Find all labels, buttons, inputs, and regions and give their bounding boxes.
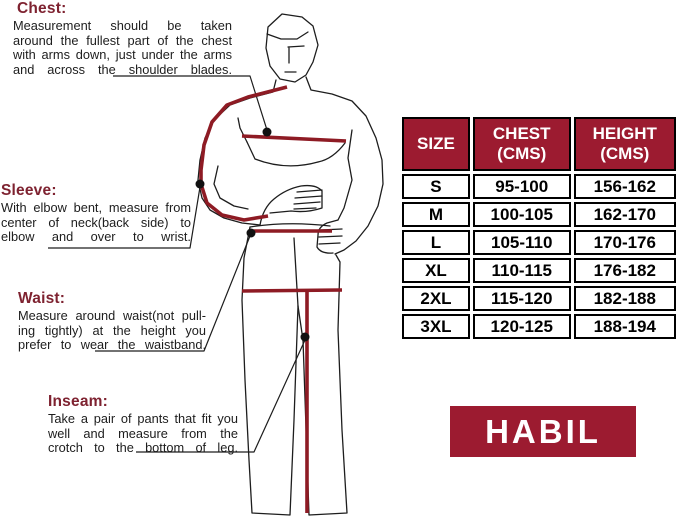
chest-cell: 120-125	[473, 314, 571, 339]
chest-cell: 100-105	[473, 202, 571, 227]
waist-heading: Waist:	[18, 290, 66, 307]
waist-text-line: ing tightly) at the height you	[18, 322, 206, 338]
table-row	[402, 286, 676, 311]
chest-cell: 95-100	[473, 174, 571, 199]
hip-measure-line	[242, 290, 342, 291]
chest-cell: 110-115	[473, 258, 571, 283]
header-chest-sub: (CMS)	[497, 144, 547, 163]
waist-instruction-block	[18, 291, 206, 353]
size-cell: M	[402, 202, 470, 227]
height-cell: 156-162	[574, 174, 676, 199]
size-cell: L	[402, 230, 470, 255]
header-size-label: SIZE	[417, 134, 455, 153]
size-cell: S	[402, 174, 470, 199]
chest-instruction-block	[13, 1, 232, 77]
inseam-text-line: Take a pair of pants that fit you	[48, 411, 238, 426]
elbow-point-dot	[196, 180, 205, 189]
chest-heading: Chest:	[17, 0, 67, 17]
size-chart-table	[399, 114, 679, 342]
sleeve-text-line: center of neck(back side) to	[1, 214, 191, 230]
chest-text-line: Measurement should be taken	[13, 18, 232, 33]
left-forearm-inner	[214, 166, 248, 209]
waist-text-line: prefer to wear the waistband.	[18, 337, 206, 353]
table-row	[402, 258, 676, 283]
table-row	[402, 230, 676, 255]
header-height-label: HEIGHT	[592, 124, 657, 143]
height-cell: 162-170	[574, 202, 676, 227]
column-header-chest	[473, 117, 571, 171]
chest-text-line: and across the shoulder blades.	[13, 61, 232, 77]
sleeve-measure-line	[201, 87, 287, 220]
waist-text-line: Measure around waist(not pull-	[18, 308, 206, 323]
left-hand-outline	[260, 186, 322, 225]
sleeve-text-line: With elbow bent, measure from	[1, 200, 191, 215]
right-arm-outline	[306, 77, 383, 254]
sleeve-instruction-block	[1, 183, 191, 245]
left-hand-fingers	[294, 190, 322, 209]
chest-cell: 115-120	[473, 286, 571, 311]
column-header-size	[402, 117, 470, 171]
header-chest-label: CHEST	[492, 124, 551, 143]
table-row	[402, 202, 676, 227]
height-cell: 188-194	[574, 314, 676, 339]
height-cell: 176-182	[574, 258, 676, 283]
inseam-text-line: crotch to the bottom of leg.	[48, 440, 238, 456]
left-armpit-line	[238, 118, 247, 142]
table-header-row	[402, 117, 676, 171]
height-cell: 170-176	[574, 230, 676, 255]
chest-measure-line	[242, 136, 346, 141]
chest-text-line: around the fullest part of the chest	[13, 32, 232, 48]
inseam-heading: Inseam:	[48, 393, 108, 410]
waist-point-dot	[247, 229, 256, 238]
pants-waistband	[250, 224, 330, 227]
chest-point-dot	[263, 128, 272, 137]
sleeve-heading: Sleeve:	[1, 182, 57, 199]
left-leg-outline	[242, 227, 298, 515]
size-cell: XL	[402, 258, 470, 283]
brand-logo	[450, 406, 636, 457]
size-cell: 3XL	[402, 314, 470, 339]
brand-logo-text: HABIL	[485, 412, 601, 450]
header-height-sub: (CMS)	[600, 144, 650, 163]
size-cell: 2XL	[402, 286, 470, 311]
inseam-point-dot	[301, 333, 310, 342]
chest-muscle-line	[247, 142, 318, 166]
right-armpit-curve	[318, 143, 345, 162]
chest-text-line: with arms down, just under the arms	[13, 47, 232, 63]
table-row	[402, 314, 676, 339]
inseam-text-line: well and measure from the	[48, 425, 238, 441]
hairline	[267, 32, 308, 39]
column-header-height	[574, 117, 676, 171]
measurement-dots	[196, 128, 310, 342]
inseam-instruction-block	[48, 394, 238, 456]
chest-callout-line	[113, 76, 267, 130]
face-lines	[285, 46, 304, 72]
chest-cell: 105-110	[473, 230, 571, 255]
pants-fly-line	[294, 238, 298, 306]
sleeve-text-line: elbow and over to wrist.	[1, 229, 191, 245]
table-row	[402, 174, 676, 199]
height-cell: 182-188	[574, 286, 676, 311]
